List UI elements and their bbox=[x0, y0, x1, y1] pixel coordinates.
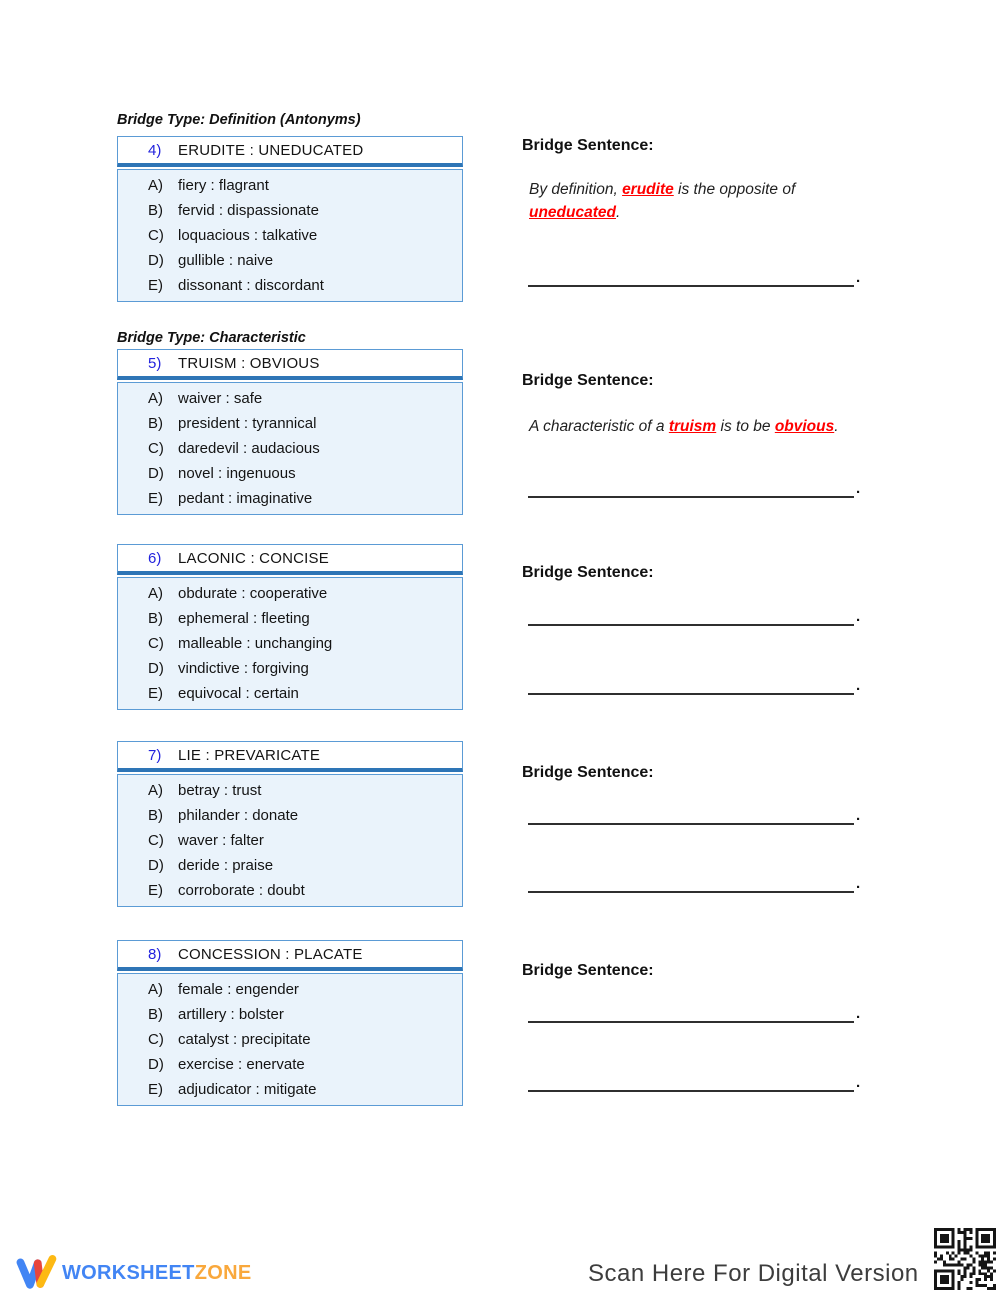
option-text: philander : donate bbox=[178, 807, 299, 824]
sentence-text: By definition, bbox=[529, 181, 623, 198]
option-letter: B) bbox=[148, 610, 163, 627]
option-d bbox=[148, 465, 462, 482]
option-letter: C) bbox=[148, 1031, 164, 1048]
option-letter: C) bbox=[148, 440, 164, 457]
option-e bbox=[148, 277, 462, 294]
option-a bbox=[148, 782, 462, 799]
option-letter: A) bbox=[148, 782, 163, 799]
option-letter: D) bbox=[148, 857, 164, 874]
blank-line[interactable] bbox=[528, 607, 854, 626]
answer-blank[interactable] bbox=[528, 676, 860, 695]
option-letter: A) bbox=[148, 177, 163, 194]
bridge-sentence-label: Bridge Sentence: bbox=[522, 764, 654, 781]
sentence-text: A characteristic of a bbox=[529, 418, 669, 435]
bridge-sentence-label: Bridge Sentence: bbox=[522, 962, 654, 979]
answer-blank[interactable] bbox=[528, 806, 860, 825]
option-b bbox=[148, 202, 462, 219]
option-a bbox=[148, 390, 462, 407]
question-number: 7) bbox=[148, 746, 162, 764]
option-b bbox=[148, 1006, 462, 1023]
blank-line[interactable] bbox=[528, 1073, 854, 1092]
worksheetzone-logo bbox=[14, 1252, 251, 1294]
keyword-1: truism bbox=[668, 418, 717, 435]
period: . bbox=[856, 875, 861, 892]
option-text: novel : ingenuous bbox=[178, 465, 296, 482]
option-text: dissonant : discordant bbox=[178, 277, 324, 294]
option-letter: B) bbox=[148, 202, 163, 219]
option-letter: D) bbox=[148, 252, 164, 269]
question-header bbox=[117, 544, 463, 575]
question-header bbox=[117, 741, 463, 772]
option-e bbox=[148, 1081, 462, 1098]
option-letter: E) bbox=[148, 882, 163, 899]
option-e bbox=[148, 882, 462, 899]
question-box-5 bbox=[117, 349, 463, 515]
option-text: loquacious : talkative bbox=[178, 227, 318, 244]
option-a bbox=[148, 585, 462, 602]
answer-blank[interactable] bbox=[528, 874, 860, 893]
option-text: equivocal : certain bbox=[178, 685, 299, 702]
option-text: catalyst : precipitate bbox=[178, 1031, 311, 1048]
option-letter: B) bbox=[148, 1006, 163, 1023]
worksheetzone-logo-icon bbox=[14, 1252, 58, 1294]
option-a bbox=[148, 981, 462, 998]
option-text: betray : trust bbox=[178, 782, 262, 799]
option-text: malleable : unchanging bbox=[178, 635, 333, 652]
option-text: fiery : flagrant bbox=[178, 177, 269, 194]
keyword-1: erudite bbox=[622, 181, 674, 198]
options-list bbox=[117, 973, 463, 1106]
option-text: artillery : bolster bbox=[178, 1006, 284, 1023]
option-text: gullible : naive bbox=[178, 252, 274, 269]
option-letter: E) bbox=[148, 1081, 163, 1098]
option-b bbox=[148, 807, 462, 824]
option-text: pedant : imaginative bbox=[178, 490, 313, 507]
option-d bbox=[148, 1056, 462, 1073]
blank-line[interactable] bbox=[528, 676, 854, 695]
keyword-2: uneducated bbox=[529, 204, 616, 221]
period: . bbox=[856, 1005, 861, 1022]
option-letter: E) bbox=[148, 685, 163, 702]
option-text: waiver : safe bbox=[178, 390, 263, 407]
question-pair: LIE : PREVARICATE bbox=[178, 746, 321, 764]
blank-line[interactable] bbox=[528, 479, 854, 498]
option-d bbox=[148, 660, 462, 677]
bridge-type-heading: Bridge Type: Characteristic bbox=[117, 330, 306, 346]
bridge-type-heading: Bridge Type: Definition (Antonyms) bbox=[117, 112, 361, 128]
question-box-6 bbox=[117, 544, 463, 710]
option-e bbox=[148, 490, 462, 507]
scan-here-text: Scan Here For Digital Version bbox=[588, 1260, 919, 1287]
option-text: vindictive : forgiving bbox=[178, 660, 309, 677]
qr-code bbox=[934, 1228, 996, 1290]
question-header bbox=[117, 349, 463, 380]
bridge-sentence-label: Bridge Sentence: bbox=[522, 137, 654, 154]
period: . bbox=[856, 1074, 861, 1091]
option-text: daredevil : audacious bbox=[178, 440, 320, 457]
blank-line[interactable] bbox=[528, 1004, 854, 1023]
period: . bbox=[856, 269, 861, 286]
option-c bbox=[148, 440, 462, 457]
bridge-sentence-label: Bridge Sentence: bbox=[522, 564, 654, 581]
question-number: 6) bbox=[148, 549, 162, 567]
question-pair: ERUDITE : UNEDUCATED bbox=[178, 141, 364, 159]
option-d bbox=[148, 252, 462, 269]
sentence-text: . bbox=[834, 418, 839, 435]
options-list bbox=[117, 577, 463, 710]
option-a bbox=[148, 177, 462, 194]
option-c bbox=[148, 832, 462, 849]
blank-line[interactable] bbox=[528, 268, 854, 287]
period: . bbox=[856, 608, 861, 625]
option-c bbox=[148, 1031, 462, 1048]
logo-text bbox=[62, 1262, 251, 1285]
option-letter: C) bbox=[148, 227, 164, 244]
question-box-8 bbox=[117, 940, 463, 1106]
option-text: president : tyrannical bbox=[178, 415, 317, 432]
sentence-text: . bbox=[615, 204, 621, 221]
question-number: 8) bbox=[148, 945, 162, 963]
option-letter: B) bbox=[148, 807, 163, 824]
options-list bbox=[117, 382, 463, 515]
option-text: adjudicator : mitigate bbox=[178, 1081, 317, 1098]
question-box-7 bbox=[117, 741, 463, 907]
option-letter: D) bbox=[148, 1056, 164, 1073]
answer-blank[interactable] bbox=[528, 607, 860, 626]
question-pair: LACONIC : CONCISE bbox=[178, 549, 329, 567]
option-text: waver : falter bbox=[178, 832, 264, 849]
option-text: fervid : dispassionate bbox=[178, 202, 319, 219]
period: . bbox=[856, 807, 861, 824]
option-text: corroborate : doubt bbox=[178, 882, 305, 899]
question-number: 4) bbox=[148, 141, 162, 159]
logo-worksheet: WORKSHEET bbox=[62, 1262, 195, 1284]
option-letter: A) bbox=[148, 585, 163, 602]
option-b bbox=[148, 610, 462, 627]
option-letter: A) bbox=[148, 981, 163, 998]
question-header bbox=[117, 136, 463, 167]
option-letter: C) bbox=[148, 832, 164, 849]
question-pair: TRUISM : OBVIOUS bbox=[178, 354, 320, 372]
option-text: ephemeral : fleeting bbox=[178, 610, 310, 627]
blank-line[interactable] bbox=[528, 874, 854, 893]
period: . bbox=[856, 480, 861, 497]
bridge-sentence-example bbox=[529, 415, 889, 438]
option-letter: A) bbox=[148, 390, 163, 407]
option-letter: D) bbox=[148, 660, 164, 677]
option-letter: E) bbox=[148, 490, 163, 507]
option-c bbox=[148, 635, 462, 652]
answer-blank[interactable] bbox=[528, 479, 860, 498]
question-header bbox=[117, 940, 463, 971]
option-d bbox=[148, 857, 462, 874]
option-letter: B) bbox=[148, 415, 163, 432]
bridge-sentence-label: Bridge Sentence: bbox=[522, 372, 654, 389]
sentence-text: is to be bbox=[716, 418, 775, 435]
logo-zone: ZONE bbox=[194, 1262, 252, 1284]
bridge-sentence-example bbox=[529, 178, 863, 224]
option-text: female : engender bbox=[178, 981, 299, 998]
answer-blank[interactable] bbox=[528, 1004, 860, 1023]
option-letter: E) bbox=[148, 277, 163, 294]
option-text: obdurate : cooperative bbox=[178, 585, 328, 602]
option-text: deride : praise bbox=[178, 857, 274, 874]
option-letter: C) bbox=[148, 635, 164, 652]
options-list bbox=[117, 169, 463, 302]
option-e bbox=[148, 685, 462, 702]
question-pair: CONCESSION : PLACATE bbox=[178, 945, 363, 963]
option-c bbox=[148, 227, 462, 244]
sentence-text: is the opposite of bbox=[673, 181, 796, 198]
option-letter: D) bbox=[148, 465, 164, 482]
option-b bbox=[148, 415, 462, 432]
question-number: 5) bbox=[148, 354, 162, 372]
keyword-2: obvious bbox=[774, 418, 835, 435]
option-text: exercise : enervate bbox=[178, 1056, 305, 1073]
question-box-4 bbox=[117, 136, 463, 302]
answer-blank[interactable] bbox=[528, 1073, 860, 1092]
answer-blank[interactable] bbox=[528, 268, 860, 287]
options-list bbox=[117, 774, 463, 907]
period: . bbox=[856, 677, 861, 694]
blank-line[interactable] bbox=[528, 806, 854, 825]
